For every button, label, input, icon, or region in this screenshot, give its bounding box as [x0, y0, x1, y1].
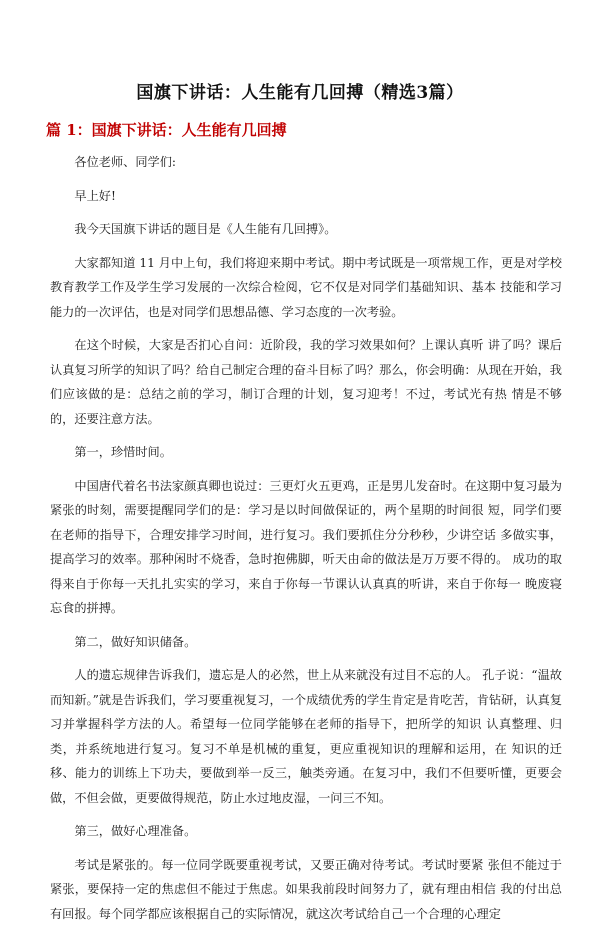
- speech-topic: 我今天国旗下讲话的题目是《人生能有几回搏》。: [74, 222, 337, 236]
- document-body: [50, 150, 562, 935]
- paragraph: 人的遗忘规律告诉我们，遗忘是人的必然，世上从来就没有过目不忘的人。 孔子说：“温故而知新。”就是告诉我们，学习要重视复习，一个成绩优秀的学生肯定是肯吃苦，肯钻研，认真复习并掌握科学方法的人。希望每一位同学能够在老师的指导下，把所学的知识 认真整理、归类，并系统地进行复习。复习不单是机械的重复，更应重视知识的理解和运用，在 知识的迁移、能力的训练上下功夫，要做到举一反三，触类旁通。在复习中，我们不但要听懂，更要会做，不但会做，更要做得规范，防止水过地皮湿，一问三不知。: [50, 668, 563, 805]
- document-title: 国旗下讲话：人生能有几回搏（精选3篇）: [136, 83, 464, 103]
- point-heading: 第二，做好知识储备。: [74, 634, 197, 649]
- point-heading: 第一，珍惜时间。: [74, 445, 172, 459]
- paragraph: 大家都知道 11 月中上旬，我们将迎来期中考试。期中考试既是一项常规工作，更是对学校教育教学工作及学生学习发展的一次综合检阅，它不仅是对同学们基础知识、基本 技能和学习能力的一次评估，也是对同学们思想品德、学习态度的一次考验。: [50, 255, 562, 319]
- paragraph: 考试是紧张的。每一位同学既要重视考试，又要正确对待考试。考试时要紧 张但不能过于紧张，要保持一定的焦虑但不能过于焦虑。如果我前段时间努力了，就有理由相信 我的付出总有回报。每个同学都应该根据自己的实际情况，就这次考试给自己一个合理的心理定: [50, 857, 562, 921]
- morning-greeting: 早上好!: [74, 188, 116, 203]
- paragraph: 中国唐代着名书法家颜真卿也说过：三更灯火五更鸡，正是男儿发奋时。在这期中复习最为紧张的时刻，需要提醒同学们的是：学习是以时间做保证的，两个星期的时间很 短，同学们要在老师的指导下，合理安排学习时间，进行复习。我们要抓住分分秒秒，少讲空话 多做实事，提高学习的效率。那种闲时不烧香，急时抱佛脚，听天由命的做法是万万要不得的。 成功的取得来自于你每一天扎扎实实的学习，来自于你每一节课认认真真的听讲，来自于你每一 晚废寝忘食的拼搏。: [50, 478, 562, 615]
- paragraph: 在这个时候，大家是否扪心自问：近阶段，我的学习效果如何？上课认真听 讲了吗？课后认真复习所学的知识了吗？给自己制定合理的奋斗目标了吗？那么，你会明确：从现在开始，我们应该做的是：总结之前的学习，制订合理的计划，复习迎考！不过，考试光有热 情是不够的，还要注意方法。: [50, 338, 562, 426]
- section-heading: 篇 1：国旗下讲话：人生能有几回搏: [46, 121, 287, 139]
- point-heading: 第三，做好心理准备。: [74, 824, 197, 838]
- greeting-line: 各位老师、同学们:: [74, 155, 176, 169]
